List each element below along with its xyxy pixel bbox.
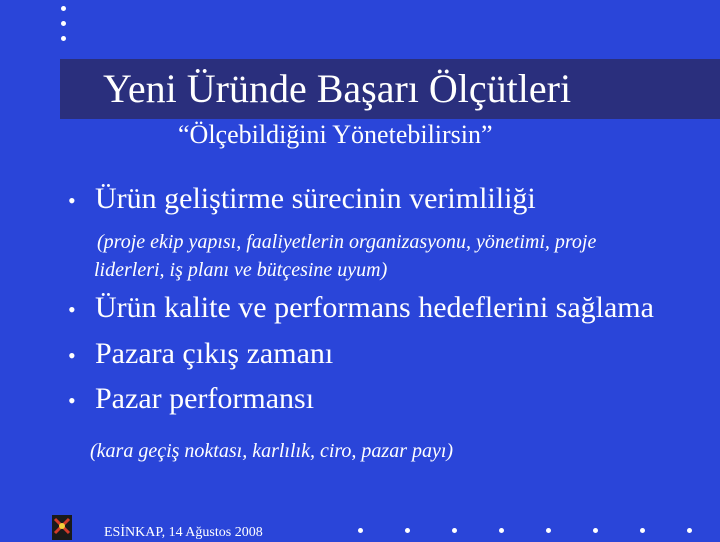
bottom-dots xyxy=(358,528,692,533)
note-line: (kara geçiş noktası, karlılık, ciro, pazar payı) xyxy=(90,440,454,462)
decor-dot xyxy=(405,528,410,533)
decor-dot xyxy=(61,21,66,26)
bullet-item xyxy=(68,381,314,419)
bullet-mark: • xyxy=(68,388,76,413)
decor-dot xyxy=(452,528,457,533)
bullet-text: Ürün geliştirme sürecinin verimliliği xyxy=(95,182,536,215)
bullet-mark: • xyxy=(68,297,76,322)
bullet-item xyxy=(68,290,654,328)
note-line: (proje ekip yapısı, faaliyetlerin organizasyonu, yönetimi, proje xyxy=(97,231,597,253)
note-line: liderleri, iş planı ve bütçesine uyum) xyxy=(94,259,388,281)
decor-dot xyxy=(640,528,645,533)
slide-subtitle: “Ölçebildiğini Yönetebilirsin” xyxy=(178,120,493,149)
decor-dot xyxy=(61,6,66,11)
decor-dot xyxy=(61,36,66,41)
bullet-item xyxy=(68,336,333,374)
footer-text: ESİNKAP, 14 Ağustos 2008 xyxy=(104,525,263,540)
decor-dot xyxy=(593,528,598,533)
slide-title: Yeni Üründe Başarı Ölçütleri xyxy=(103,66,572,111)
bullet-text: Pazar performansı xyxy=(95,382,315,415)
decor-dot xyxy=(499,528,504,533)
logo-icon xyxy=(52,515,72,540)
bullet-mark: • xyxy=(68,343,76,368)
decor-dot xyxy=(687,528,692,533)
decor-dot xyxy=(358,528,363,533)
bullet-mark: • xyxy=(68,188,76,213)
top-dots xyxy=(61,6,66,41)
decor-dot xyxy=(546,528,551,533)
bullet-item xyxy=(68,181,536,219)
bullet-text: Pazara çıkış zamanı xyxy=(95,337,334,370)
bullet-text: Ürün kalite ve performans hedeflerini sağlama xyxy=(95,291,654,324)
